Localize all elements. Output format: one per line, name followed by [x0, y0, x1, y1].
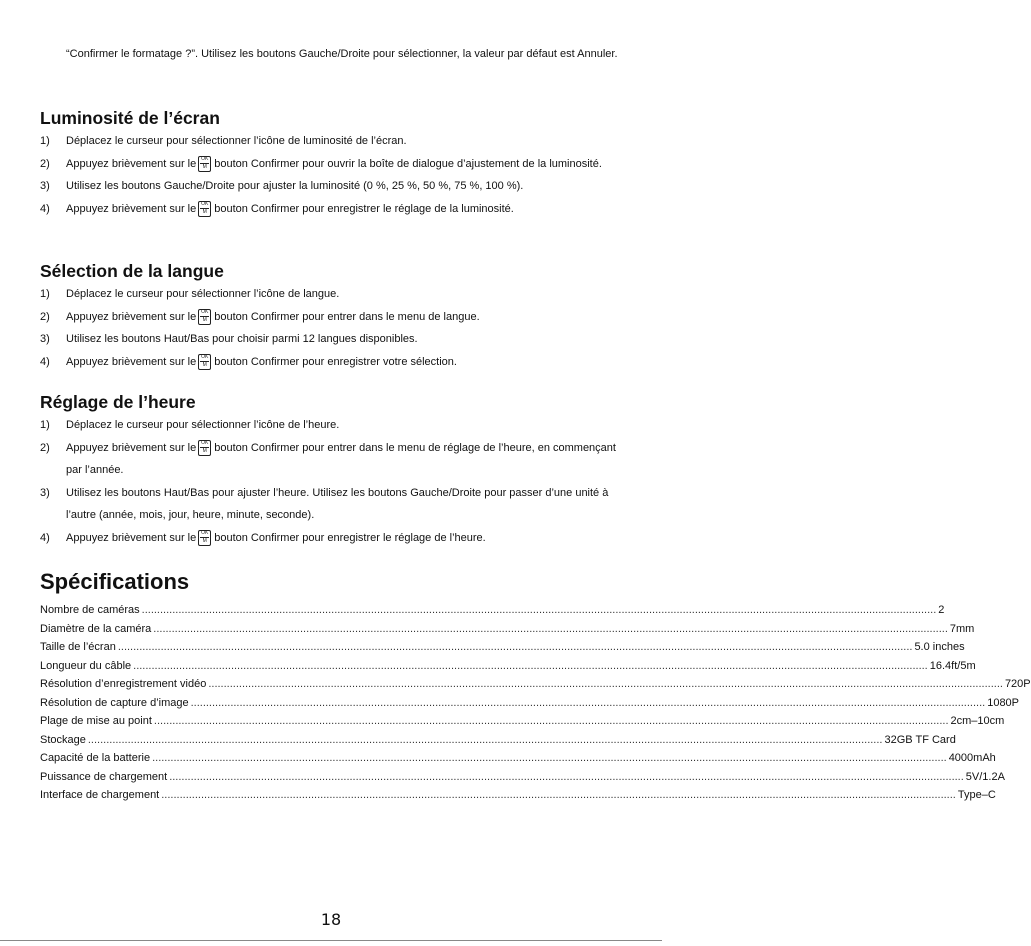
- step-number: 3): [40, 333, 50, 345]
- ok-label: OK: [201, 440, 209, 447]
- step-text: [66, 175, 625, 198]
- spec-value: 7mm: [949, 622, 975, 635]
- spec-row: [40, 786, 996, 805]
- spec-row: [40, 749, 996, 768]
- spec-label: Diamètre de la caméra: [40, 622, 152, 635]
- spec-value: 32GB TF Card: [884, 733, 956, 746]
- step-number: 3): [40, 180, 50, 192]
- spec-value: 4000mAh: [948, 752, 996, 764]
- ok-label: OK: [201, 354, 209, 361]
- dot-leader: ....................................................................................................................................................................................................................................................................: [152, 752, 947, 764]
- step-text-after: bouton Confirmer pour enregistrer le réglage de l’heure.: [214, 531, 486, 544]
- spec-label: Nombre de caméras: [40, 604, 140, 616]
- step-item: [40, 351, 625, 374]
- step-text: [66, 414, 625, 437]
- m-label: M: [202, 448, 207, 455]
- section-title-language: Sélection de la langue: [40, 261, 224, 281]
- spec-value: 720P: [1004, 678, 1031, 690]
- spec-value: 5.0 inches: [914, 641, 965, 653]
- specifications-title: Spécifications: [40, 569, 190, 594]
- step-number: 2): [40, 310, 50, 323]
- step-text: [66, 328, 625, 351]
- step-item: [40, 153, 625, 176]
- steps-time: [40, 414, 625, 549]
- spec-label: Taille de l’écran: [40, 641, 116, 653]
- spec-value: 2: [938, 604, 945, 616]
- step-number: 4): [40, 355, 50, 368]
- section-title-time: Réglage de l’heure: [40, 392, 196, 412]
- spec-value: 5V/1.2A: [965, 770, 1005, 783]
- spec-label: Plage de mise au point: [40, 715, 152, 727]
- dot-leader: ....................................................................................................................................................................................................................................................................: [87, 733, 883, 746]
- step-text-before: Déplacez le curseur pour sélectionner l’icône de langue.: [66, 288, 340, 300]
- step-text: [66, 130, 625, 153]
- spec-value: 2cm–10cm: [950, 715, 1005, 727]
- step-number: 3): [40, 486, 50, 499]
- spec-label: Résolution d’enregistrement vidéo: [40, 678, 207, 690]
- page-number: 18: [320, 910, 342, 929]
- m-label: M: [202, 209, 207, 216]
- spec-value: Type–C: [957, 789, 996, 801]
- step-number: 4): [40, 202, 50, 215]
- step-number: 2): [40, 157, 50, 170]
- step-text: [66, 437, 625, 482]
- step-text-after: bouton Confirmer pour entrer dans le menu de langue.: [214, 310, 480, 323]
- spec-label: Stockage: [40, 733, 86, 746]
- step-text-before: Déplacez le curseur pour sélectionner l’icône de luminosité de l’écran.: [66, 135, 407, 147]
- step-text-before: Déplacez le curseur pour sélectionner l’icône de l’heure.: [66, 419, 340, 431]
- step-text-before: Utilisez les boutons Haut/Bas pour choisir parmi 12 langues disponibles.: [66, 333, 418, 345]
- step-text-after: bouton Confirmer pour entrer dans le menu de réglage de l’heure, en commençant par l’année.: [66, 441, 616, 476]
- step-text-before: Appuyez brièvement sur le: [66, 355, 197, 368]
- specifications-list: [40, 601, 1031, 805]
- step-text: [66, 482, 625, 527]
- m-label: M: [202, 362, 207, 369]
- spec-label: Capacité de la batterie: [40, 752, 151, 764]
- dot-leader: ....................................................................................................................................................................................................................................................................: [141, 604, 937, 616]
- step-item: [40, 482, 625, 527]
- dot-leader: ....................................................................................................................................................................................................................................................................: [190, 696, 986, 709]
- spec-value: 16.4ft/5m: [929, 659, 976, 672]
- steps-brightness: [40, 130, 625, 220]
- step-item: [40, 198, 625, 221]
- m-label: M: [202, 538, 207, 545]
- step-number: 1): [40, 419, 50, 431]
- step-text: [66, 153, 625, 176]
- step-number: 2): [40, 441, 50, 454]
- dot-leader: ....................................................................................................................................................................................................................................................................: [208, 678, 1003, 690]
- dot-leader: ....................................................................................................................................................................................................................................................................: [117, 641, 913, 653]
- dot-leader: ....................................................................................................................................................................................................................................................................: [133, 659, 928, 672]
- step-text: [66, 306, 625, 329]
- intro-paragraph: “Confirmer le formatage ?”. Utilisez les boutons Gauche/Droite pour sélectionner, la valeur par défaut est Annuler.: [66, 48, 618, 60]
- ok-m-button-icon: [198, 440, 211, 456]
- step-number: 4): [40, 531, 50, 544]
- dot-leader: ....................................................................................................................................................................................................................................................................: [169, 770, 964, 783]
- dot-leader: ....................................................................................................................................................................................................................................................................: [153, 622, 948, 635]
- dot-leader: ....................................................................................................................................................................................................................................................................: [161, 789, 956, 801]
- spec-label: Puissance de chargement: [40, 770, 168, 783]
- ok-label: OK: [201, 309, 209, 316]
- step-text: [66, 351, 625, 374]
- ok-label: OK: [201, 156, 209, 163]
- step-text-after: bouton Confirmer pour enregistrer votre sélection.: [214, 355, 457, 368]
- step-text-before: Appuyez brièvement sur le: [66, 310, 197, 323]
- spec-label: Interface de chargement: [40, 789, 160, 801]
- ok-m-button-icon: [198, 309, 211, 325]
- step-item: [40, 437, 625, 482]
- m-label: M: [202, 164, 207, 171]
- step-text-after: bouton Confirmer pour enregistrer le réglage de la luminosité.: [214, 202, 514, 215]
- step-text-before: Appuyez brièvement sur le: [66, 157, 197, 170]
- spec-row: [40, 731, 956, 750]
- step-text-before: Appuyez brièvement sur le: [66, 441, 197, 454]
- step-text: [66, 283, 625, 306]
- ok-m-button-icon: [198, 530, 211, 546]
- section-title-brightness: Luminosité de l’écran: [40, 108, 220, 128]
- step-item: [40, 414, 625, 437]
- step-number: 1): [40, 288, 50, 300]
- spec-row: [40, 675, 1031, 694]
- step-text: [66, 527, 625, 550]
- step-item: [40, 328, 625, 351]
- step-text-before: Utilisez les boutons Gauche/Droite pour ajuster la luminosité (0 %, 25 %, 50 %, 75 %, 100 %).: [66, 180, 524, 192]
- step-text-after: bouton Confirmer pour ouvrir la boîte de dialogue d’ajustement de la luminosité.: [214, 157, 602, 170]
- step-number: 1): [40, 135, 50, 147]
- spec-row: [40, 620, 975, 639]
- spec-row: [40, 694, 1020, 713]
- ok-label: OK: [201, 530, 209, 537]
- spec-label: Longueur du câble: [40, 659, 132, 672]
- ok-label: OK: [201, 201, 209, 208]
- ok-m-button-icon: [198, 354, 211, 370]
- step-item: [40, 283, 625, 306]
- footer-divider: [0, 940, 662, 941]
- step-item: [40, 130, 625, 153]
- spec-row: [40, 601, 945, 620]
- spec-row: [40, 768, 1005, 787]
- step-text-before: Appuyez brièvement sur le: [66, 531, 197, 544]
- spec-row: [40, 638, 965, 657]
- spec-row: [40, 657, 976, 676]
- step-item: [40, 306, 625, 329]
- dot-leader: ....................................................................................................................................................................................................................................................................: [153, 715, 949, 727]
- m-label: M: [202, 317, 207, 324]
- steps-language: [40, 283, 625, 373]
- spec-row: [40, 712, 1005, 731]
- step-item: [40, 175, 625, 198]
- ok-m-button-icon: [198, 201, 211, 217]
- ok-m-button-icon: [198, 156, 211, 172]
- step-text-before: Appuyez brièvement sur le: [66, 202, 197, 215]
- step-text-before: Utilisez les boutons Haut/Bas pour ajuster l’heure. Utilisez les boutons Gauche/Droite pour passer d’une unité à l’autre (année, mois, jour, heure, minute, seconde).: [66, 486, 609, 521]
- step-item: [40, 527, 625, 550]
- spec-value: 1080P: [987, 696, 1020, 709]
- spec-label: Résolution de capture d’image: [40, 696, 189, 709]
- step-text: [66, 198, 625, 221]
